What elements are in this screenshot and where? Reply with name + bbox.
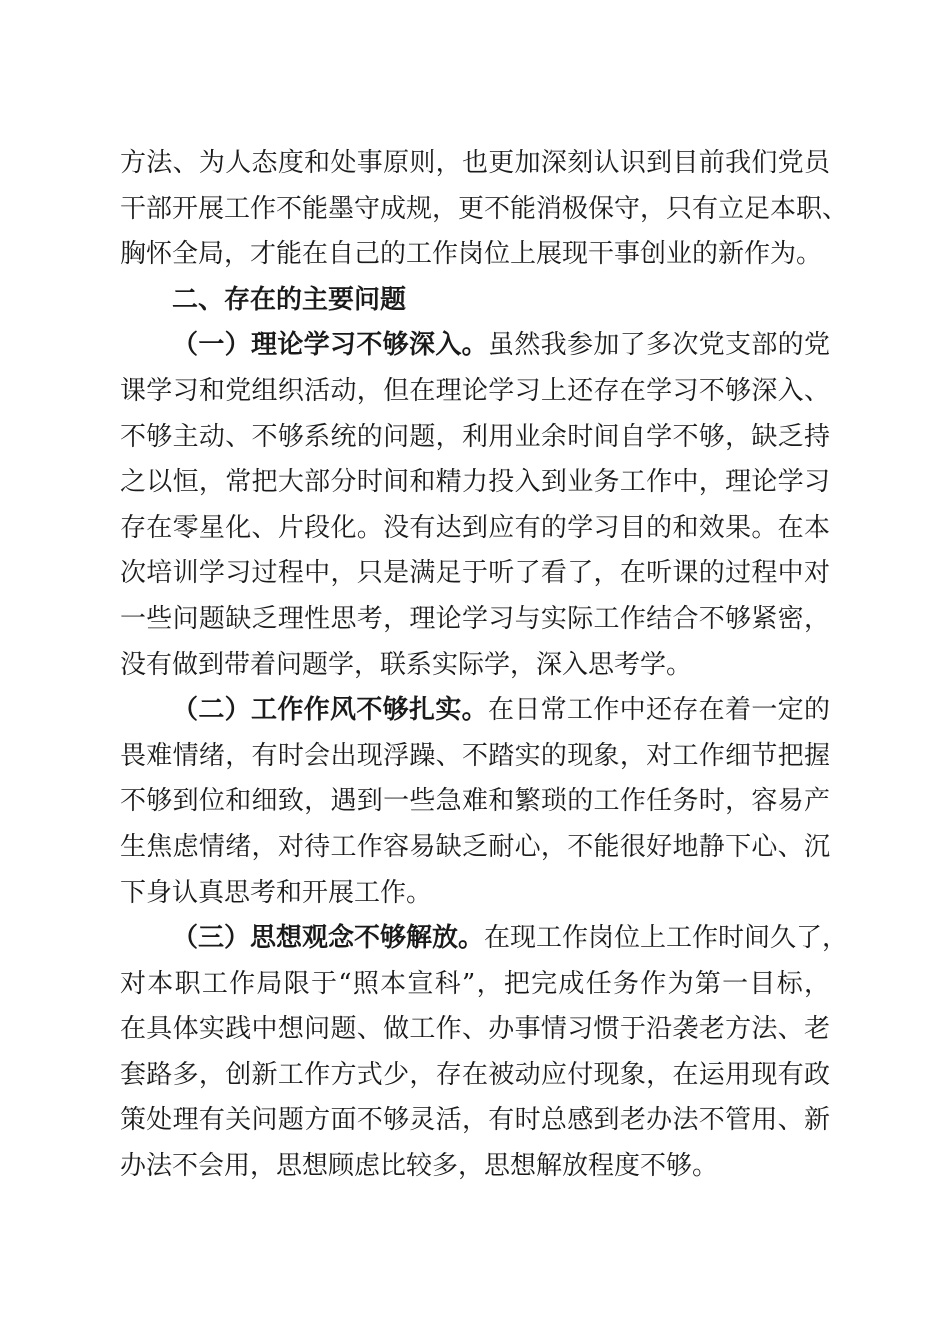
paragraph-first-line: [120, 323, 830, 369]
problem-lead: （二）工作作风不够扎实。: [172, 695, 488, 726]
paragraph-line: 畏难情绪，有时会出现浮躁、不踏实的现象，对工作细节把握: [120, 740, 830, 771]
problem-paragraph-1: [120, 323, 830, 688]
paragraph-text: 在现工作岗位上工作时间久了，: [484, 923, 849, 954]
paragraph-line: 对本职工作局限于“照本宣科”，把完成任务作为第一目标，: [120, 968, 830, 999]
problem-paragraph-2: [120, 688, 830, 916]
continuation-paragraph: [120, 141, 849, 278]
problem-paragraph-3: [120, 916, 849, 1190]
paragraph-line: 存在零星化、片段化。没有达到应有的学习目的和效果。在本: [120, 512, 830, 543]
paragraph-line: 之以恒，常把大部分时间和精力投入到业务工作中，理论学习: [120, 467, 830, 498]
paragraph-line: 生焦虑情绪，对待工作容易缺乏耐心，不能很好地静下心、沉: [120, 831, 830, 862]
paragraph-first-line: [120, 688, 830, 734]
paragraph-first-line: [120, 916, 849, 962]
paragraph-line: 办法不会用，思想顾虑比较多，思想解放程度不够。: [120, 1151, 719, 1182]
paragraph-line: 没有做到带着问题学，联系实际学，深入思考学。: [120, 649, 693, 680]
paragraph-text: 虽然我参加了多次党支部的党: [488, 330, 830, 361]
paragraph-text: 在日常工作中还存在着一定的: [488, 695, 830, 726]
paragraph-line: 次培训学习过程中，只是满足于听了看了，在听课的过程中对: [120, 558, 830, 589]
paragraph-line: 胸怀全局，才能在自己的工作岗位上展现干事创业的新作为。: [120, 239, 823, 270]
paragraph-line: 方法、为人态度和处事原则，也更加深刻认识到目前我们党员: [120, 148, 830, 178]
document-body: [120, 141, 849, 1190]
problem-lead: （三）思想观念不够解放。: [172, 923, 485, 954]
problem-lead: （一）理论学习不够深入。: [172, 330, 488, 361]
paragraph-line: 策处理有关问题方面不够灵活，有时总感到老办法不管用、新: [120, 1105, 830, 1136]
paragraph-line: 在具体实践中想问题、做工作、办事情习惯于沿袭老方法、老: [120, 1014, 830, 1045]
section-heading: 二、存在的主要问题: [172, 284, 407, 315]
paragraph-line: 套路多，创新工作方式少，存在被动应付现象，在运用现有政: [120, 1059, 830, 1090]
paragraph-line: 不够主动、不够系统的问题，利用业余时间自学不够，缺乏持: [120, 421, 830, 452]
paragraph-line: 干部开展工作不能墨守成规，更不能消极保守，只有立足本职、: [120, 193, 849, 224]
paragraph-line: 不够到位和细致，遇到一些急难和繁琐的工作任务时，容易产: [120, 786, 830, 817]
paragraph-line: 一些问题缺乏理性思考，理论学习与实际工作结合不够紧密，: [120, 603, 830, 634]
paragraph-line: 课学习和党组织活动，但在理论学习上还存在学习不够深入、: [120, 375, 830, 406]
paragraph-line: 下身认真思考和开展工作。: [120, 877, 433, 908]
